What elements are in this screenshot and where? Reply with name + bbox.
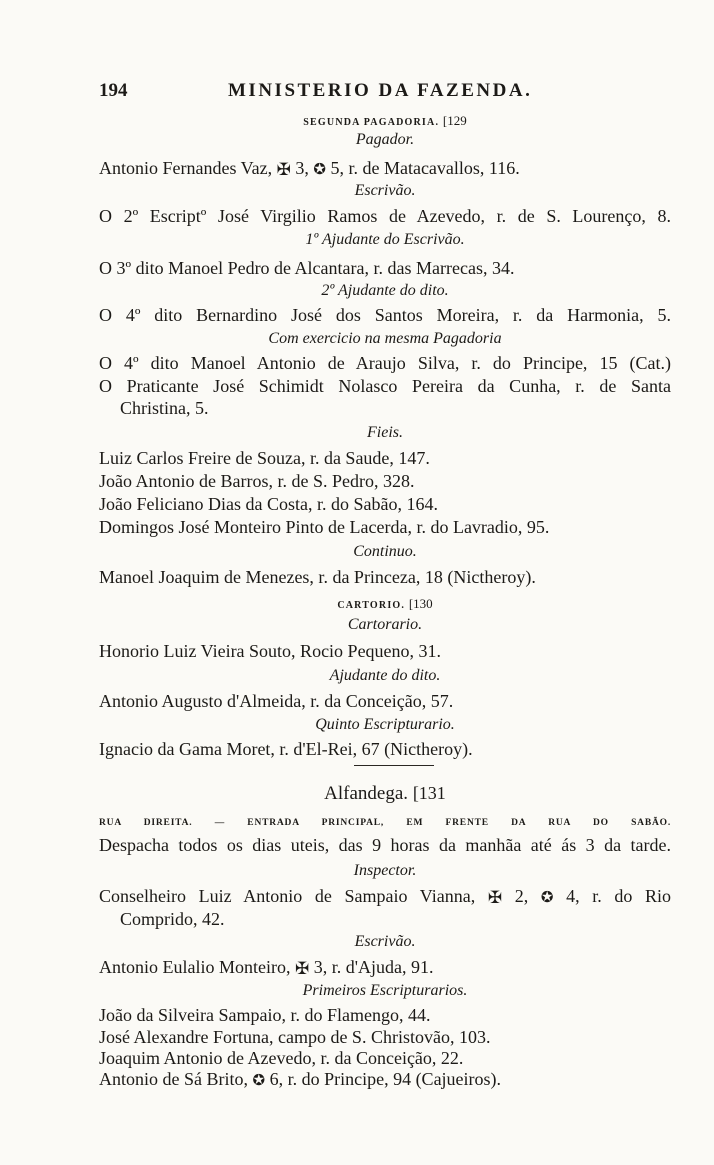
role-heading-inspector: Inspector. [353, 862, 417, 879]
entry-line [99, 157, 671, 181]
entry-text: Conselheiro Luiz Antonio de Sampaio Vianna, [99, 886, 488, 906]
role-heading-pagador: Pagador. [355, 131, 415, 148]
entry-line: O 2º Escriptº José Virgilio Ramos de Azevedo, r. de S. Lourenço, 8. [99, 206, 671, 226]
address-line: RUA DIREITA. — ENTRADA PRINCIPAL, EM FRENTE DA RUA DO SABÃO. [99, 818, 671, 828]
order-cross-icon: ✠ [487, 888, 503, 907]
role-heading-cartorario: Cartorario. [347, 616, 423, 633]
entry-line: Antonio Augusto d'Almeida, r. da Conceição, 57. [99, 691, 454, 711]
entry-line [99, 956, 671, 980]
entry-line: Joaquim Antonio de Azevedo, r. da Conceição, 22. [99, 1048, 464, 1068]
entry-line-continuation: Christina, 5. [120, 398, 209, 418]
entry-text: 3, r. d'Ajuda, 91. [313, 957, 434, 977]
entry-line [99, 885, 671, 909]
entry-line: João da Silveira Sampaio, r. do Flamengo, 44. [99, 1005, 431, 1025]
entry-line: João Antonio de Barros, r. de S. Pedro, 328. [99, 471, 415, 491]
section-number: [130 [408, 596, 433, 611]
entry-line: O 3º dito Manoel Pedro de Alcantara, r. das Marrecas, 34. [99, 258, 515, 278]
entry-text: 2, [514, 886, 541, 906]
order-cross-icon: ✠ [294, 959, 310, 978]
entry-line: Honorio Luiz Vieira Souto, Rocio Pequeno, 31. [99, 641, 442, 661]
entry-line: O 4º dito Bernardino José dos Santos Moreira, r. da Harmonia, 5. [99, 305, 671, 325]
section-divider [354, 765, 434, 766]
entry-text: 6, r. do Principe, 94 (Cajueiros). [269, 1069, 502, 1089]
entry-text: 4, r. do Rio [566, 886, 672, 906]
order-cross-icon: ✠ [276, 160, 291, 179]
order-rose-icon: ✪ [313, 162, 326, 178]
entry-line [99, 1068, 671, 1092]
entry-text: Antonio Eulalio Monteiro, [99, 957, 295, 977]
section-number: [129 [442, 113, 467, 128]
section-heading-text: SEGUNDA PAGADORIA. [303, 117, 440, 128]
role-heading-quinto-escripturario: Quinto Escripturario. [315, 716, 455, 733]
entry-line: Domingos José Monteiro Pinto de Lacerda, r. do Lavradio, 95. [99, 517, 550, 537]
role-heading-escrivao: Escrivão. [354, 182, 416, 199]
entry-line: Manoel Joaquim de Menezes, r. da Princeza, 18 (Nictheroy). [99, 567, 536, 587]
running-title: MINISTERIO DA FAZENDA. [228, 80, 533, 101]
entry-text: 5, r. de Matacavallos, 116. [330, 158, 520, 178]
role-heading-primeiros-escripturarios: Primeiros Escripturarios. [302, 982, 468, 999]
entry-line: Ignacio da Gama Moret, r. d'El-Rei, 67 (Nictheroy). [99, 739, 473, 759]
order-rose-icon: ✪ [540, 890, 554, 906]
role-heading-fieis: Fieis. [367, 424, 403, 441]
section-number: [131 [412, 783, 446, 803]
role-heading-continuo: Continuo. [353, 543, 417, 560]
role-heading-ajudante: Ajudante do dito. [329, 667, 441, 684]
role-heading-exercicio: Com exercicio na mesma Pagadoria [268, 330, 502, 347]
entry-line: João Feliciano Dias da Costa, r. do Sabão, 164. [99, 494, 438, 514]
entry-text: Antonio de Sá Brito, [99, 1069, 253, 1089]
page-header [0, 80, 714, 106]
order-rose-icon: ✪ [252, 1073, 266, 1089]
role-heading-escrivao: Escrivão. [354, 933, 416, 950]
entry-line: José Alexandre Fortuna, campo de S. Christovão, 103. [99, 1027, 491, 1047]
page-number: 194 [99, 80, 128, 101]
hours-line: Despacha todos os dias uteis, das 9 horas da manhãa até ás 3 da tarde. [99, 835, 671, 855]
role-heading-ajudante: 1º Ajudante do Escrivão. [305, 231, 465, 248]
entry-line: O 4º dito Manoel Antonio de Araujo Silva, r. do Principe, 15 (Cat.) [99, 353, 671, 373]
section-heading-text: Alfandega. [324, 783, 409, 804]
entry-text: 3, [295, 158, 314, 178]
entry-line: Luiz Carlos Freire de Souza, r. da Saude, 147. [99, 448, 430, 468]
entry-text: Antonio Fernandes Vaz, [99, 158, 277, 178]
role-heading-ajudante: 2º Ajudante do dito. [321, 282, 449, 299]
section-heading-text: CARTORIO. [337, 600, 406, 611]
entry-line: O Praticante José Schimidt Nolasco Pereira da Cunha, r. de Santa [99, 376, 671, 396]
section-heading-alfandega [99, 782, 671, 805]
entry-line-continuation: Comprido, 42. [120, 909, 225, 929]
